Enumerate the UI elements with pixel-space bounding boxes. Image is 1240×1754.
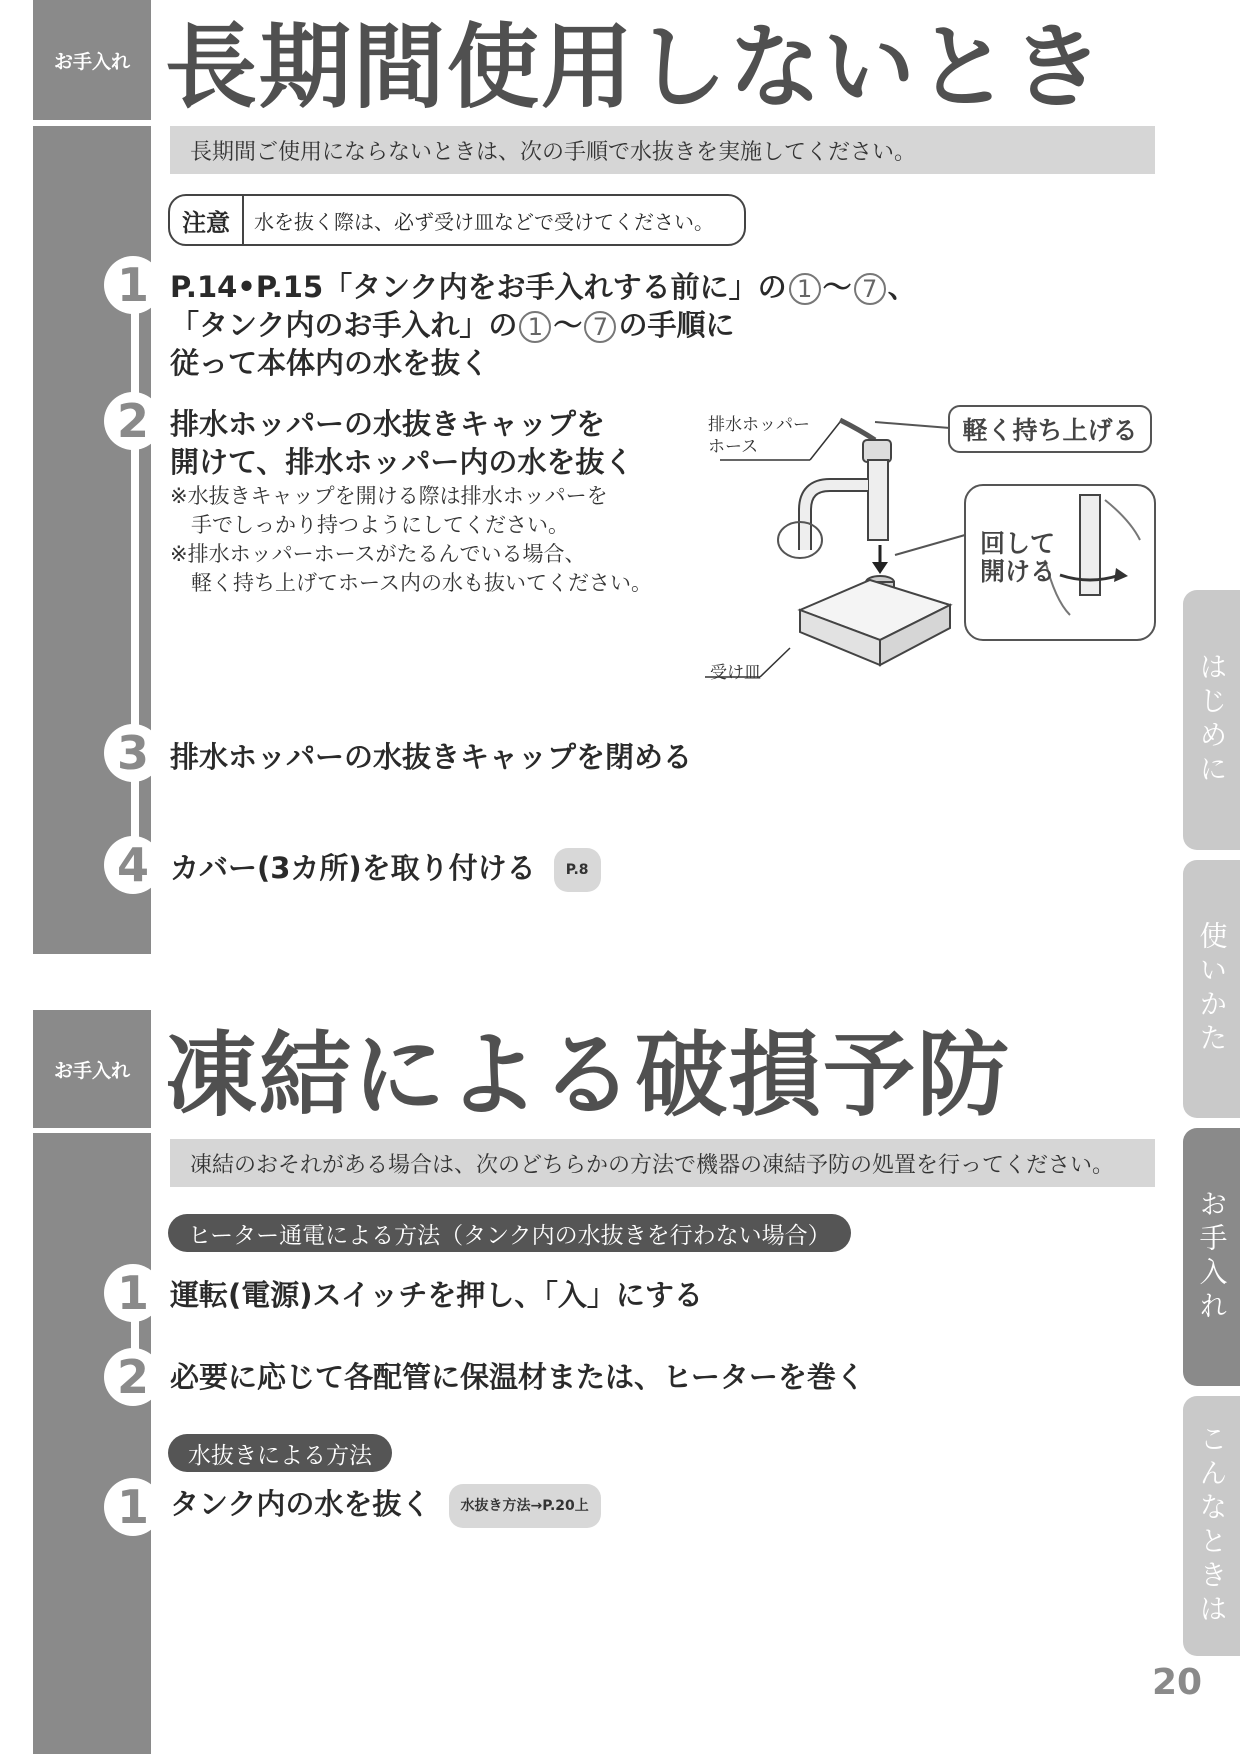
circled-number: 7 (584, 311, 616, 343)
step-text: 運転(電源)スイッチを押し、「入」にする (170, 1278, 703, 1312)
page-number: 20 (1152, 1662, 1203, 1703)
intro-banner: 長期間ご使用にならないときは、次の手順で水抜きを実施してください。 (170, 126, 1155, 174)
step-number: 3 (104, 724, 162, 782)
section-tag: お手入れ (33, 1010, 151, 1128)
step-text: 排水ホッパーの水抜きキャップを閉める (170, 740, 693, 774)
tab-hajimeni[interactable]: はじめに (1183, 590, 1240, 850)
tray-label: 受け皿 (710, 663, 761, 683)
section-tag: お手入れ (33, 0, 151, 120)
step-text: P.14•P.15「タンク内をお手入れする前に」の 1 〜 7 、 「タンク内のお手入れ」の 1 〜 7 の手順に 従って本体内の水を抜く (170, 270, 917, 380)
step-number: 1 (104, 1478, 162, 1536)
drain-hopper-diagram (700, 400, 1160, 690)
step-number: 1 (104, 1264, 162, 1322)
step-text: 必要に応じて各配管に保温材または、ヒーターを巻く (170, 1360, 865, 1394)
step-text: タンク内の水を抜く 水抜き方法→P.20上 (170, 1484, 601, 1528)
caution-box (168, 194, 746, 246)
step-text: 排水ホッパーの水抜きキャップを 開けて、排水ホッパー内の水を抜く (170, 407, 634, 479)
step-text: カバー(3カ所)を取り付ける P.8 (170, 848, 601, 892)
circled-number: 1 (519, 311, 551, 343)
method-label: ヒーター通電による方法（タンク内の水抜きを行わない場合） (168, 1214, 851, 1252)
step-number: 4 (104, 836, 162, 894)
step-number: 2 (104, 392, 162, 450)
page-title: 凍結による破損予防 (165, 1022, 1012, 1129)
intro-banner: 凍結のおそれがある場合は、次のどちらかの方法で機器の凍結予防の処置を行ってください。 (170, 1139, 1155, 1187)
caution-label: 注意 (170, 196, 244, 244)
page-title: 長期間使用しないとき (165, 14, 1106, 121)
tab-tsukaikata[interactable]: 使いかた (1183, 860, 1240, 1118)
page-reference: 水抜き方法→P.20上 (449, 1484, 601, 1528)
step-number: 1 (104, 256, 162, 314)
lift-callout: 軽く持ち上げる (948, 405, 1152, 453)
hose-label: 排水ホッパー ホース (708, 415, 810, 457)
circled-number: 7 (854, 273, 886, 305)
caution-text: 水を抜く際は、必ず受け皿などで受けてください。 (254, 209, 714, 234)
page-reference: P.8 (554, 848, 601, 892)
circled-number: 1 (789, 273, 821, 305)
method-label: 水抜きによる方法 (168, 1434, 392, 1472)
step-number: 2 (104, 1348, 162, 1406)
left-sidebar-band (33, 1133, 151, 1754)
tab-konnatokiwa[interactable]: こんなときは (1183, 1396, 1240, 1656)
turn-open-label: 回して 開ける (980, 529, 1056, 586)
tab-oteire[interactable]: お手入れ (1183, 1128, 1240, 1386)
step-notes: ※水抜きキャップを開ける際は排水ホッパーを 手でしっかり持つようにしてください。 ※排水ホッパーホースがたるんでいる場合、 軽く持ち上げてホース内の水も抜いてください。 (170, 484, 652, 595)
